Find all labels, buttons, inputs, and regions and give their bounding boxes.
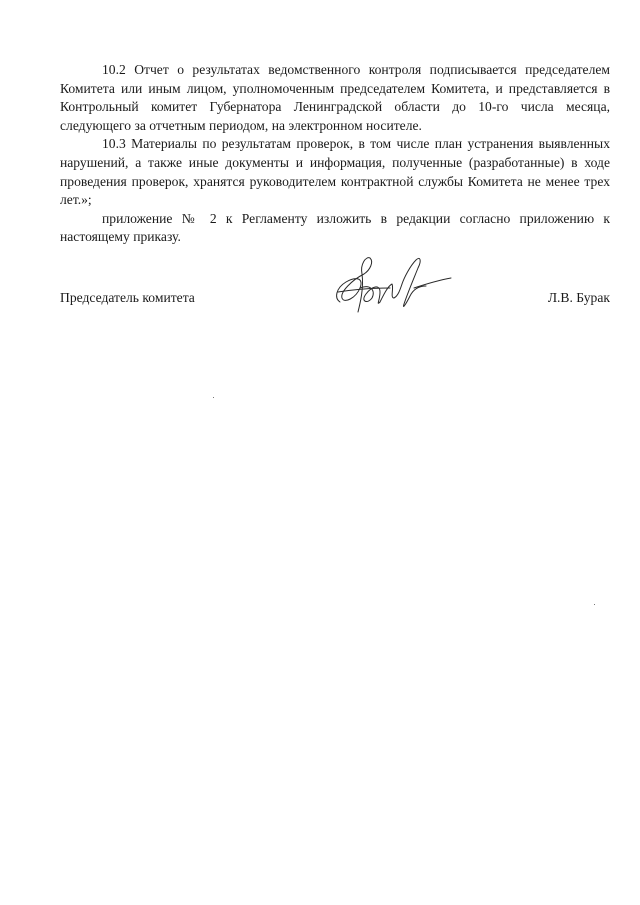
paragraph-appendix: приложение № 2 к Регламенту изложить в редакции согласно приложению к настоящему приказу. xyxy=(60,210,610,245)
document-body xyxy=(60,61,610,247)
handwritten-signature xyxy=(330,248,455,318)
scan-speck xyxy=(594,604,595,605)
paragraph-10-2: 10.2 Отчет о результатах ведомственного контроля подписывается председателем Комитета или иным лицом, уполномоченным председателем Комитета, и представляется в Контрольный комитет Губернатора Ленинградской области до 10-го числа месяца, следующего за отчетным периодом, на электронном носителе. xyxy=(60,62,610,133)
signer-title: Председатель комитета xyxy=(60,290,195,305)
paragraph-10-3: 10.3 Материалы по результатам проверок, в том числе план устранения выявленных нарушений, а также иные документы и информация, полученные (разработанные) в ходе проведения проверок, хранятся руководителем контрактной службы Комитета не менее трех лет.»; xyxy=(60,136,610,208)
signer-name: Л.В. Бурак xyxy=(547,290,610,305)
scan-speck xyxy=(213,397,214,398)
